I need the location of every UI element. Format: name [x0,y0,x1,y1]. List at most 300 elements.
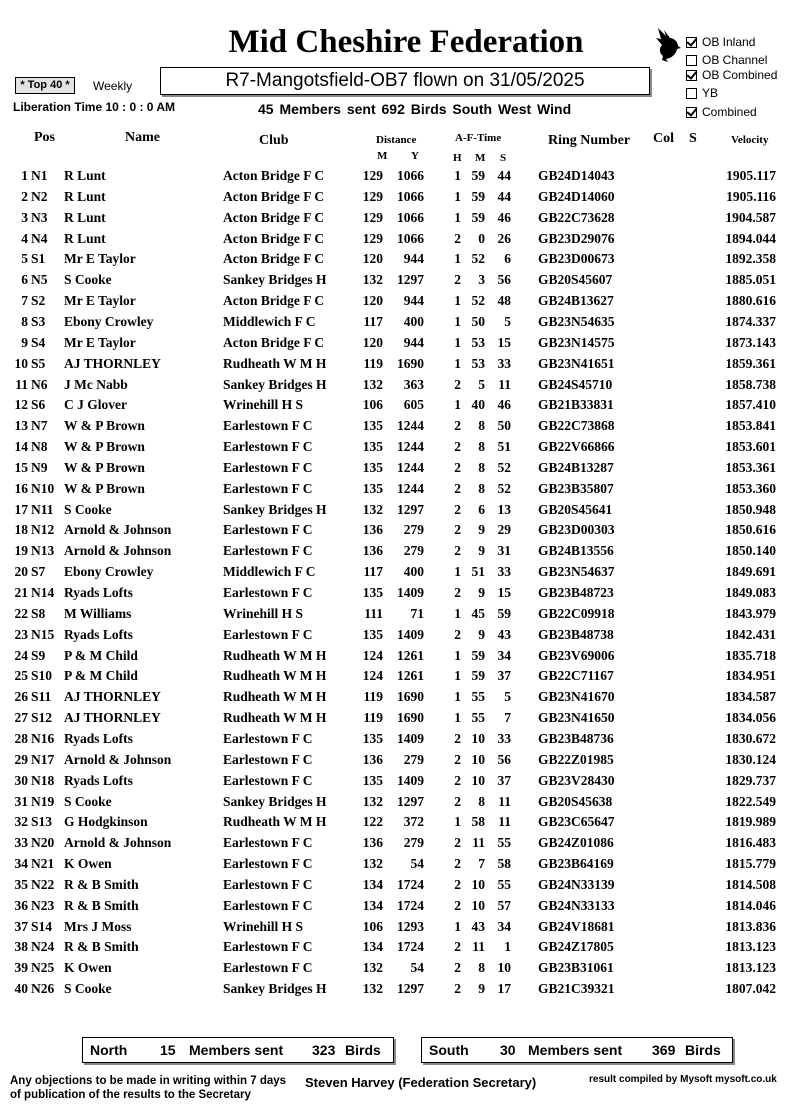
club-name: Rudheath W M H [223,689,327,705]
club-name: Earlestown F C [223,585,313,600]
option-ob-channel[interactable] [686,53,767,67]
velocity: 1849.083 [725,585,776,600]
col-aftime: A-F-Time [455,132,502,144]
col-club: Club [259,133,289,148]
distance-yards: 1409 [397,585,424,600]
distance-miles: 122 [362,814,383,830]
distance-yards: 1724 [397,897,424,913]
time-seconds: 48 [497,293,511,309]
club-name: Sankey Bridges H [223,793,327,809]
north-birds: 323 [312,1042,336,1058]
option-label: Combined [702,105,757,119]
member-name: Mr E Taylor [64,293,136,309]
distance-miles: 132 [362,376,383,392]
ring-number: GB24B13627 [538,293,614,309]
table-row [0,835,805,856]
table-row [0,856,805,877]
table-row [0,752,805,773]
distance-miles: 136 [362,522,383,538]
member-name: R & B Smith [64,897,139,913]
distance-miles: 119 [363,355,383,371]
time-minutes: 8 [478,418,485,434]
section-position: S9 [31,647,46,663]
club-name: Rudheath W M H [223,710,327,726]
distance-miles: 120 [362,293,383,309]
position: 34 [14,856,28,872]
velocity: 1850.616 [725,522,776,538]
time-seconds: 44 [497,168,511,183]
ring-number: GB23N41670 [538,689,615,705]
section-position: N24 [31,939,55,955]
velocity: 1858.738 [725,376,776,392]
time-minutes: 45 [471,605,485,621]
time-hours: 1 [454,168,461,183]
time-seconds: 37 [497,772,511,788]
time-minutes: 9 [478,585,485,600]
time-hours: 1 [454,334,461,350]
time-hours: 2 [454,543,461,559]
velocity: 1813.123 [725,960,776,976]
distance-miles: 135 [362,439,383,455]
distance-miles: 134 [362,876,383,892]
checkbox[interactable] [686,70,697,81]
time-minutes: 10 [471,751,485,767]
position: 7 [21,293,28,309]
member-name: Ebony Crowley [64,313,154,329]
position: 40 [14,981,28,997]
section-position: S3 [31,313,46,329]
table-row [0,648,805,669]
club-name: Earlestown F C [223,480,313,496]
option-label: OB Channel [702,53,768,67]
velocity: 1892.358 [725,251,776,267]
time-seconds: 5 [504,689,511,705]
club-name: Earlestown F C [223,418,313,434]
member-name: G Hodgkinson [64,814,148,830]
time-minutes: 7 [478,856,485,872]
south-members-label: Members sent [528,1042,623,1058]
south-summary [421,1037,733,1063]
position: 19 [14,543,28,559]
position: 10 [14,355,28,371]
checkbox[interactable] [686,88,697,99]
time-seconds: 55 [497,835,511,851]
section-position: N4 [31,230,48,246]
section-position: S5 [31,355,46,371]
member-name: Ryads Lofts [64,585,133,600]
top40-badge: * Top 40 * [15,77,75,94]
ring-number: GB23N14575 [538,334,615,350]
time-seconds: 55 [497,876,511,892]
velocity: 1857.410 [725,397,776,413]
member-name: M Williams [64,605,132,621]
table-row [0,564,805,585]
velocity: 1853.841 [725,418,776,434]
ring-number: GB23D00303 [538,522,615,538]
club-name: Acton Bridge F C [223,293,325,309]
time-minutes: 3 [478,272,485,288]
ring-number: GB21C39321 [538,981,615,997]
time-seconds: 57 [497,897,511,913]
time-minutes: 10 [471,730,485,746]
table-row [0,627,805,648]
table-row [0,794,805,815]
member-name: S Cooke [64,793,112,809]
table-row [0,960,805,981]
time-minutes: 10 [471,876,485,892]
member-name: R Lunt [64,209,106,225]
position: 38 [14,939,28,955]
distance-miles: 117 [363,313,383,329]
time-hours: 2 [454,960,461,976]
distance-miles: 120 [362,251,383,267]
velocity: 1853.601 [725,439,776,455]
time-hours: 1 [454,647,461,663]
section-position: N5 [31,272,48,288]
member-name: W & P Brown [64,418,145,434]
time-seconds: 52 [497,459,511,475]
time-hours: 2 [454,418,461,434]
table-row [0,981,805,1002]
time-seconds: 13 [497,501,511,517]
distance-miles: 124 [362,647,383,663]
distance-yards: 1297 [397,272,424,288]
position: 2 [21,188,28,204]
distance-yards: 54 [410,856,424,872]
ring-number: GB23N54635 [538,313,615,329]
distance-yards: 1261 [397,668,424,684]
distance-yards: 1409 [397,730,424,746]
ring-number: GB22C09918 [538,605,615,621]
position: 14 [14,439,28,455]
position: 22 [14,605,28,621]
section-position: N25 [31,960,55,976]
time-seconds: 34 [497,918,511,934]
position: 15 [14,459,28,475]
time-hours: 2 [454,856,461,872]
distance-miles: 119 [363,710,383,726]
member-name: Arnold & Johnson [64,543,172,559]
time-hours: 2 [454,772,461,788]
time-seconds: 31 [497,543,511,559]
distance-miles: 124 [362,668,383,684]
velocity: 1894.044 [725,230,776,246]
distance-miles: 135 [362,459,383,475]
distance-miles: 132 [362,960,383,976]
velocity: 1830.672 [725,730,776,746]
distance-yards: 1066 [397,209,424,225]
time-hours: 2 [454,981,461,997]
position: 16 [14,480,28,496]
position: 28 [14,730,28,746]
south-birds-label: Birds [685,1042,721,1058]
distance-yards: 1297 [397,793,424,809]
north-label: North [90,1042,128,1058]
section-position: N19 [31,793,55,809]
time-hours: 2 [454,835,461,851]
distance-miles: 135 [362,480,383,496]
section-position: N1 [31,168,48,183]
member-name: P & M Child [64,668,138,684]
time-hours: 2 [454,459,461,475]
time-minutes: 10 [471,897,485,913]
time-seconds: 11 [498,376,511,392]
time-hours: 1 [454,564,461,580]
col-velocity: Velocity [731,134,769,146]
time-hours: 2 [454,480,461,496]
time-hours: 2 [454,439,461,455]
time-hours: 1 [454,710,461,726]
time-seconds: 15 [497,334,511,350]
club-name: Earlestown F C [223,543,313,559]
member-name: Ryads Lofts [64,772,133,788]
club-name: Sankey Bridges H [223,272,327,288]
section-position: N16 [31,730,55,746]
club-name: Earlestown F C [223,751,313,767]
time-hours: 1 [454,355,461,371]
club-name: Earlestown F C [223,856,313,872]
time-hours: 2 [454,897,461,913]
velocity: 1905.117 [726,168,776,183]
time-minutes: 50 [471,313,485,329]
distance-yards: 1244 [397,480,424,496]
time-hours: 2 [454,230,461,246]
option-combined[interactable] [686,105,757,119]
time-seconds: 52 [497,480,511,496]
ring-number: GB22C73628 [538,209,615,225]
checkbox[interactable] [686,37,697,48]
section-position: N23 [31,897,55,913]
club-name: Rudheath W M H [223,647,327,663]
col-ring: Ring Number [548,133,631,148]
table-row [0,231,805,252]
section-position: S13 [31,814,53,830]
time-minutes: 51 [471,564,485,580]
club-name: Earlestown F C [223,459,313,475]
col-dist-m: M [377,150,388,162]
velocity: 1830.124 [725,751,776,767]
time-hours: 1 [454,689,461,705]
section-position: N3 [31,209,48,225]
position: 8 [21,313,28,329]
position: 4 [21,230,28,246]
member-name: R Lunt [64,168,106,183]
position: 35 [14,876,28,892]
option-ob-combined[interactable] [686,68,777,82]
col-time-m: M [475,152,486,164]
col-dist-y: Y [411,150,419,162]
club-name: Earlestown F C [223,960,313,976]
time-seconds: 33 [497,355,511,371]
section-position: S11 [31,689,52,705]
velocity: 1842.431 [725,626,776,642]
velocity: 1813.836 [725,918,776,934]
velocity: 1850.140 [725,543,776,559]
section-position: N26 [31,981,55,997]
north-members-label: Members sent [189,1042,284,1058]
time-hours: 1 [454,251,461,267]
club-name: Sankey Bridges H [223,376,327,392]
velocity: 1853.360 [725,480,776,496]
section-position: N14 [31,585,55,600]
distance-yards: 279 [403,751,424,767]
position: 37 [14,918,28,934]
ring-number: GB24B13556 [538,543,614,559]
position: 31 [14,793,28,809]
weekly-label: Weekly [93,79,133,93]
objections-note: Any objections to be made in writing within 7 days of publication of the results to the Secretary [10,1075,287,1101]
club-name: Earlestown F C [223,897,313,913]
member-name: W & P Brown [64,459,145,475]
col-sex: S [689,131,697,146]
time-seconds: 37 [497,668,511,684]
table-row [0,898,805,919]
velocity: 1880.616 [725,293,776,309]
time-minutes: 9 [478,543,485,559]
club-name: Earlestown F C [223,439,313,455]
section-position: S14 [31,918,53,934]
table-row [0,585,805,606]
ring-number: GB20S45607 [538,272,613,288]
distance-yards: 1690 [397,355,424,371]
secretary-name: Steven Harvey (Federation Secretary) [305,1075,537,1090]
distance-miles: 134 [362,897,383,913]
distance-miles: 117 [363,564,383,580]
ring-number: GB24N33139 [538,876,615,892]
time-hours: 2 [454,793,461,809]
col-time-s: S [500,152,507,164]
velocity: 1849.691 [725,564,776,580]
table-row [0,689,805,710]
table-row [0,606,805,627]
liberation-time: Liberation Time 10 : 0 : 0 AM [13,100,176,114]
time-minutes: 43 [471,918,485,934]
club-name: Acton Bridge F C [223,168,325,183]
member-name: Ebony Crowley [64,564,154,580]
table-row [0,335,805,356]
section-position: S10 [31,668,53,684]
option-label: OB Inland [702,35,756,49]
member-name: K Owen [64,960,112,976]
distance-yards: 1297 [397,501,424,517]
distance-miles: 106 [362,918,383,934]
member-name: R Lunt [64,230,106,246]
position: 30 [14,772,28,788]
time-minutes: 6 [478,501,485,517]
distance-yards: 605 [403,397,424,413]
section-position: N10 [31,480,55,496]
section-position: S8 [31,605,46,621]
ring-number: GB24B13287 [538,459,614,475]
member-name: Arnold & Johnson [64,835,172,851]
section-position: N21 [31,856,55,872]
distance-yards: 1066 [397,188,424,204]
time-seconds: 6 [504,251,511,267]
distance-yards: 944 [403,334,424,350]
time-minutes: 53 [471,355,485,371]
member-name: S Cooke [64,501,112,517]
time-minutes: 59 [471,209,485,225]
distance-yards: 1066 [397,230,424,246]
distance-yards: 1409 [397,772,424,788]
time-hours: 1 [454,668,461,684]
ring-number: GB20S45641 [538,501,613,517]
section-position: N15 [31,626,55,642]
velocity: 1874.337 [725,313,776,329]
table-row [0,189,805,210]
distance-yards: 1244 [397,439,424,455]
distance-miles: 120 [362,334,383,350]
time-hours: 1 [454,397,461,413]
time-minutes: 8 [478,439,485,455]
ring-number: GB22C71167 [538,668,614,684]
ring-number: GB24N33133 [538,897,615,913]
velocity: 1835.718 [725,647,776,663]
position: 32 [14,814,28,830]
table-row [0,397,805,418]
velocity: 1829.737 [725,772,776,788]
table-row [0,418,805,439]
time-hours: 2 [454,876,461,892]
position: 26 [14,689,28,705]
checkbox[interactable] [686,107,697,118]
time-minutes: 0 [478,230,485,246]
table-row [0,710,805,731]
time-seconds: 44 [497,188,511,204]
club-name: Wrinehill H S [223,605,304,621]
time-hours: 1 [454,188,461,204]
option-ob-inland[interactable] [686,35,755,49]
position: 23 [14,626,28,642]
south-members: 30 [500,1042,516,1058]
section-position: S6 [31,397,46,413]
distance-miles: 134 [362,939,383,955]
time-hours: 2 [454,272,461,288]
section-position: N13 [31,543,55,559]
race-summary: 45 Members sent 692 Birds South West Wind [258,101,572,117]
velocity: 1843.979 [725,605,776,621]
time-hours: 2 [454,522,461,538]
distance-yards: 279 [403,835,424,851]
ring-number: GB23B35807 [538,480,614,496]
checkbox[interactable] [686,55,697,66]
distance-miles: 132 [362,856,383,872]
table-row [0,668,805,689]
table-row [0,939,805,960]
table-row [0,543,805,564]
ring-number: GB23C65647 [538,814,615,830]
time-seconds: 33 [497,564,511,580]
position: 5 [21,251,28,267]
time-seconds: 46 [497,209,511,225]
velocity: 1815.779 [725,856,776,872]
club-name: Middlewich F C [223,313,316,329]
time-seconds: 11 [498,793,511,809]
time-seconds: 17 [497,981,511,997]
club-name: Wrinehill H S [223,918,304,934]
club-name: Acton Bridge F C [223,251,325,267]
distance-miles: 136 [362,835,383,851]
velocity: 1834.951 [725,668,776,684]
table-row [0,251,805,272]
member-name: Ryads Lofts [64,626,133,642]
table-row [0,293,805,314]
option-yb[interactable] [686,86,718,100]
time-minutes: 8 [478,793,485,809]
table-row [0,773,805,794]
position: 25 [14,668,28,684]
distance-yards: 1690 [397,689,424,705]
